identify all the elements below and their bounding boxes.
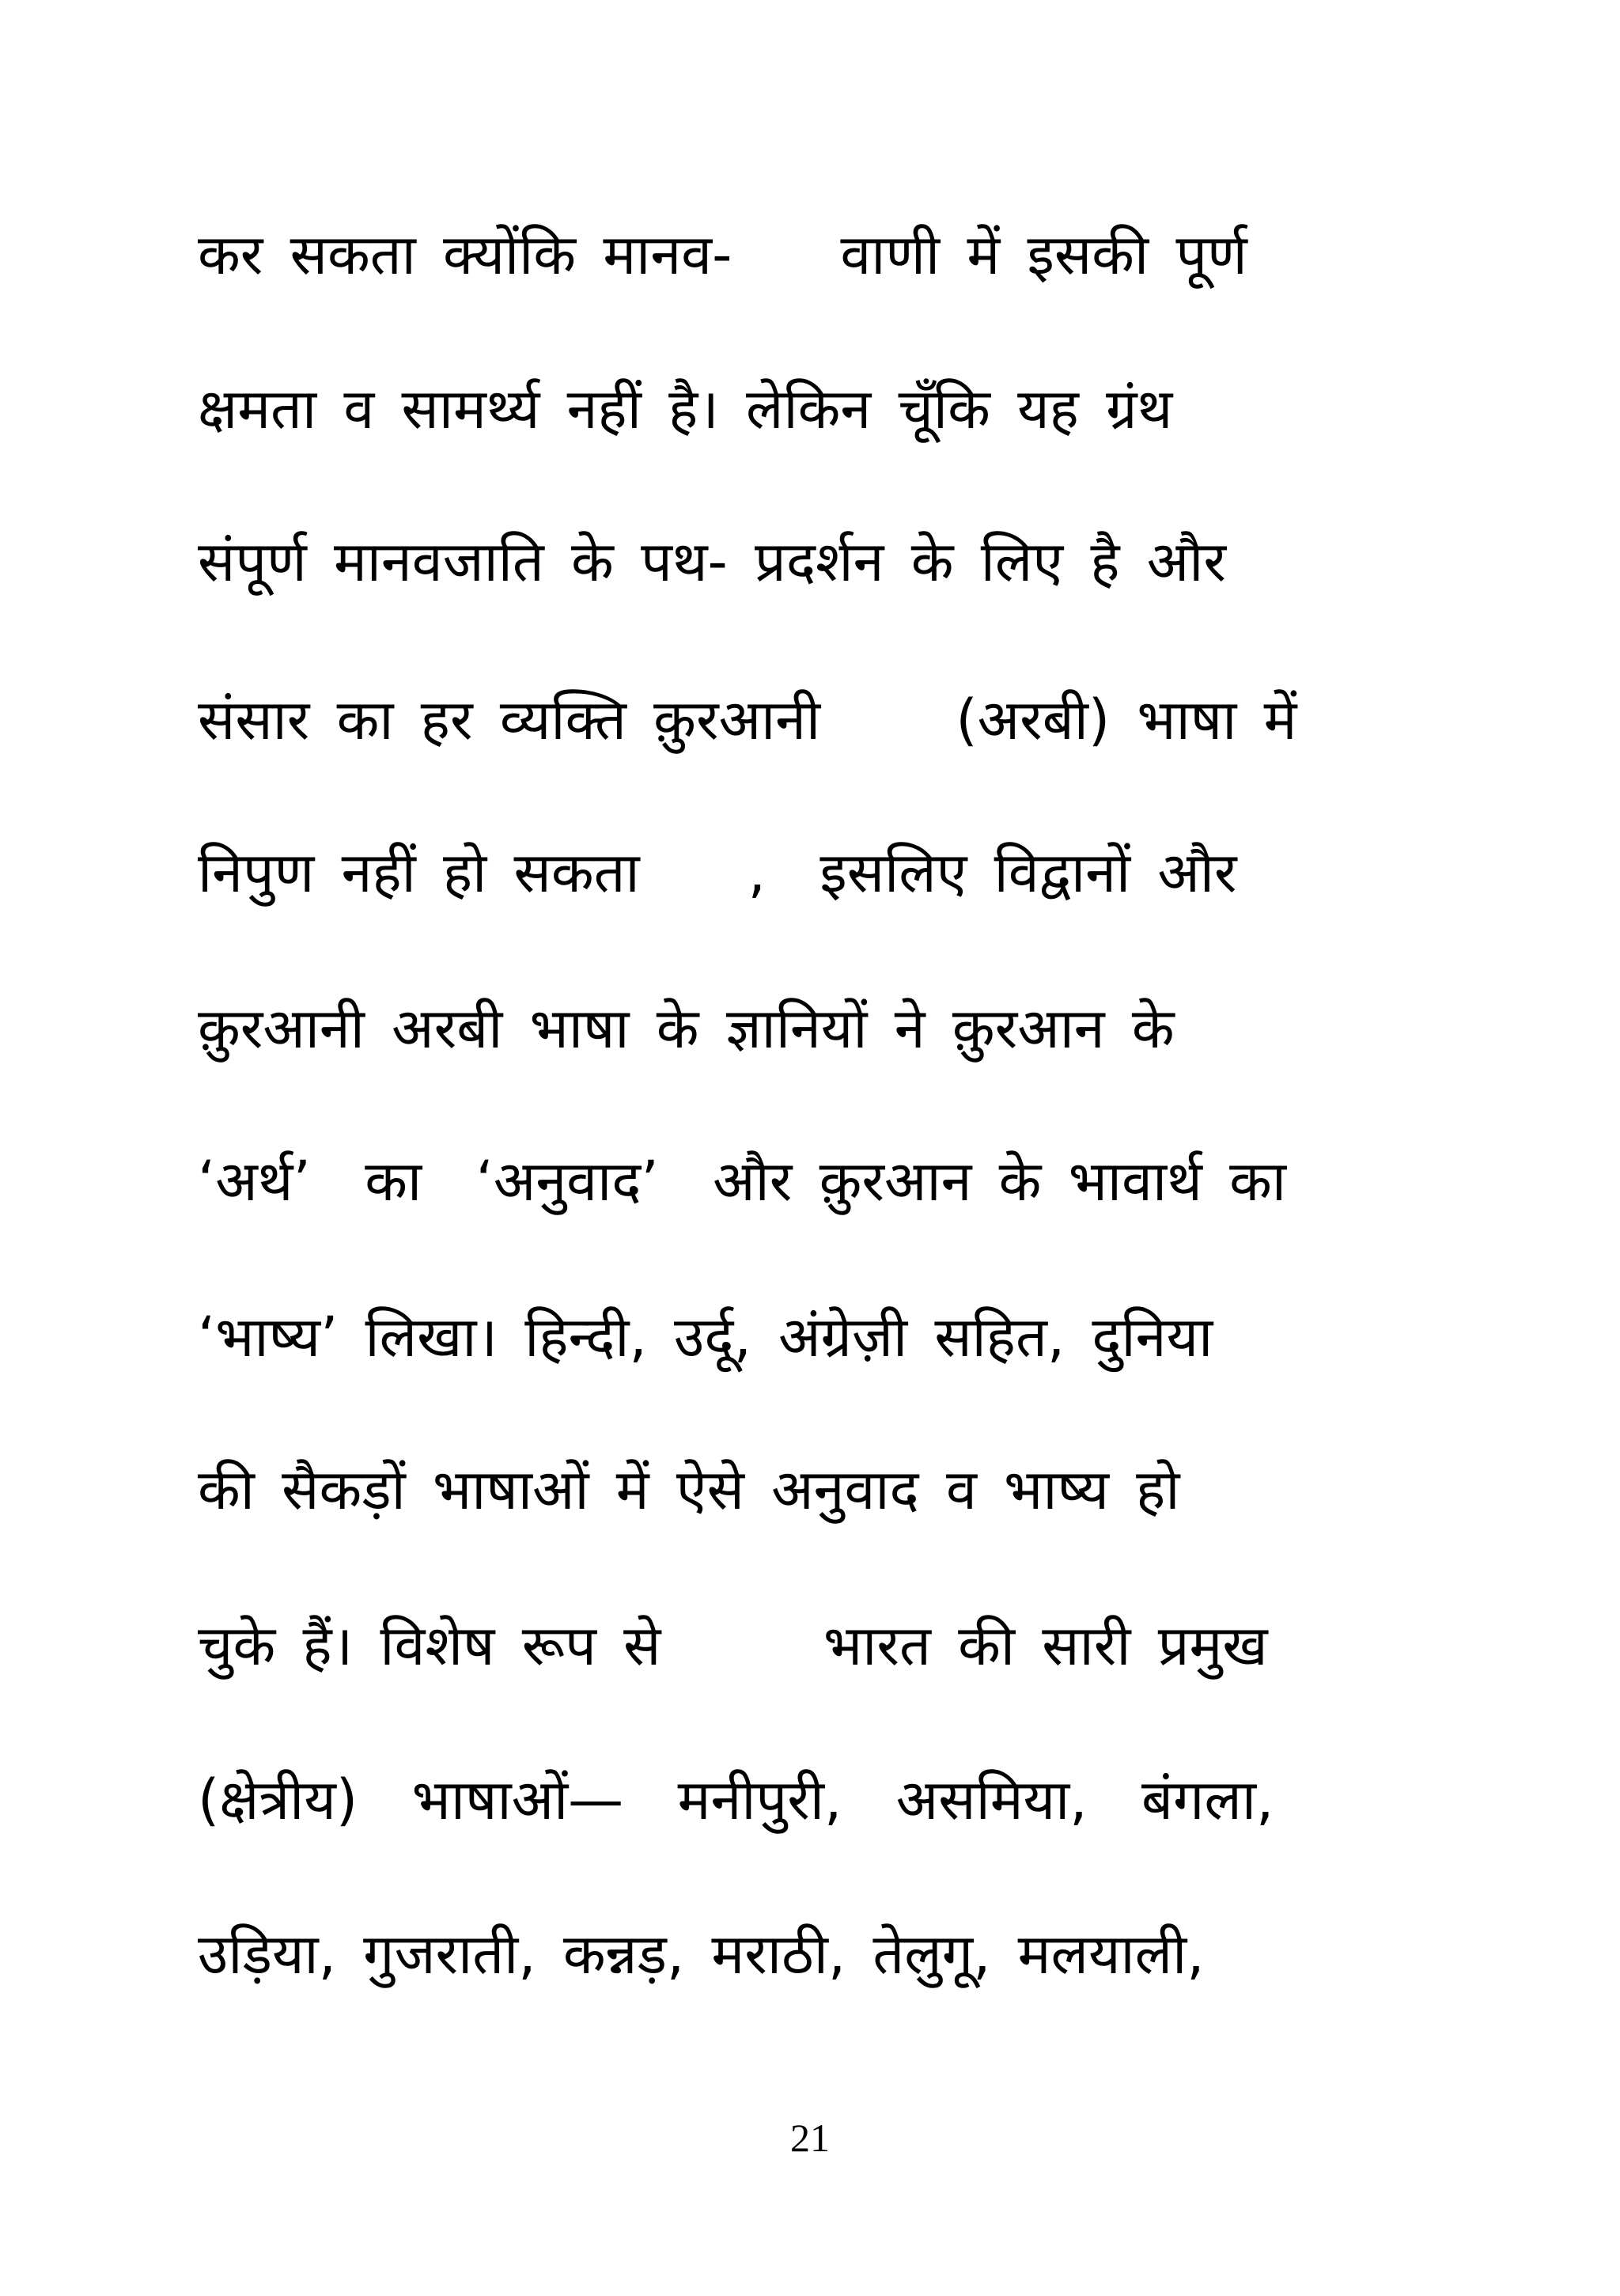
page-number: 21 [790,2116,830,2160]
text-line: ‘भाष्य’ लिखा। हिन्दी, उर्दू, अंग्रेज़ी सहित, दुनिया [198,1305,1213,1370]
text-line: उड़िया, गुजराती, कन्नड़, मराठी, तेलुगू, मलयाली, [198,1922,1205,1987]
text-line: (क्षेत्रीय) भाषाओं— मनीपुरी, असमिया, बंगला, [198,1767,1274,1832]
text-line: की सैकड़ों भाषाओं में ऐसे अनुवाद व भाष्य हो [198,1457,1180,1522]
text-line: संसार का हर व्यक्ति क़ुरआनी (अरबी) भाषा में [198,688,1297,752]
text-line: निपुण नहीं हो सकता , इसलिए विद्वानों और [198,840,1237,905]
text-line: क्षमता व सामर्थ्य नहीं है। लेकिन चूँकि यह ग्रंथ [198,377,1173,441]
text-line: चुके हैं। विशेष रूप से भारत की सारी प्रमुख [198,1613,1268,1678]
text-line: ‘अर्थ’ का ‘अनुवाद’ और क़ुरआन के भावार्थ का [198,1149,1286,1214]
text-line: क़ुरआनी अरबी भाषा के ज्ञानियों ने क़ुरआन के [198,996,1175,1061]
text-line: संपूर्ण मानवजाति के पथ- प्रदर्शन के लिए है और [198,529,1226,594]
text-line: कर सकता क्योंकि मानव- वाणी में इसकी पूर्ण [198,222,1247,287]
